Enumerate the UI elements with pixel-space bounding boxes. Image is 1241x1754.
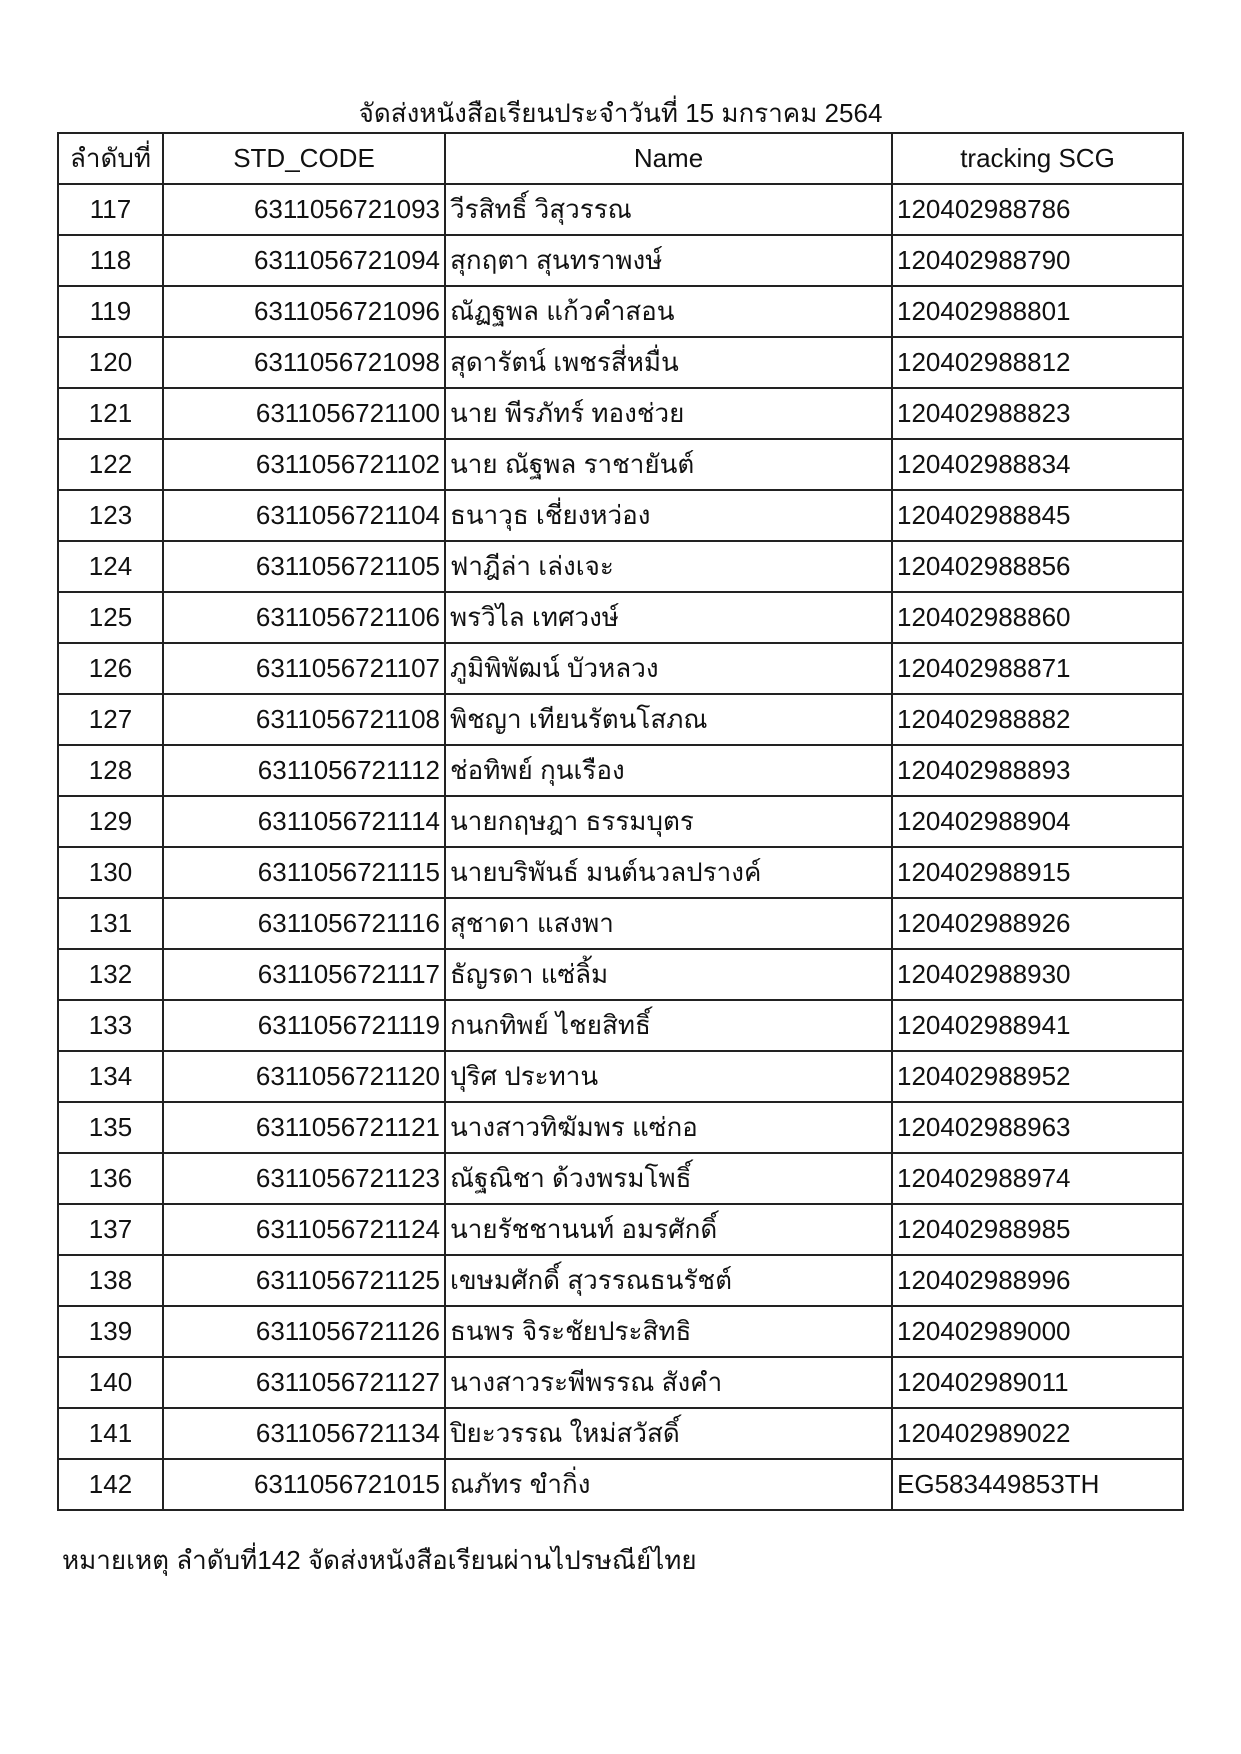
- cell-tracking: 120402988996: [892, 1255, 1183, 1306]
- cell-tracking: 120402988860: [892, 592, 1183, 643]
- cell-std-code: 6311056721114: [163, 796, 445, 847]
- cell-name: นายกฤษฎา ธรรมบุตร: [445, 796, 892, 847]
- table-row: [58, 1357, 1183, 1408]
- table-row: [58, 184, 1183, 235]
- cell-seq: 119: [58, 286, 163, 337]
- table-header-row: [58, 133, 1183, 184]
- table-row: [58, 388, 1183, 439]
- cell-std-code: 6311056721108: [163, 694, 445, 745]
- cell-seq: 141: [58, 1408, 163, 1459]
- cell-tracking: 120402988882: [892, 694, 1183, 745]
- cell-name: ธัญรดา แซ่ลิ้ม: [445, 949, 892, 1000]
- cell-std-code: 6311056721126: [163, 1306, 445, 1357]
- cell-tracking: 120402988845: [892, 490, 1183, 541]
- cell-name: นางสาวทิฆัมพร แซ่กอ: [445, 1102, 892, 1153]
- cell-std-code: 6311056721106: [163, 592, 445, 643]
- cell-std-code: 6311056721119: [163, 1000, 445, 1051]
- cell-seq: 124: [58, 541, 163, 592]
- cell-name: นายบริพันธ์ มนต์นวลปรางค์: [445, 847, 892, 898]
- cell-std-code: 6311056721120: [163, 1051, 445, 1102]
- cell-tracking: 120402988915: [892, 847, 1183, 898]
- cell-name: ธนาวุธ เชี่ยงหว่อง: [445, 490, 892, 541]
- cell-name: สุชาดา แสงพา: [445, 898, 892, 949]
- cell-seq: 132: [58, 949, 163, 1000]
- cell-tracking: 120402988893: [892, 745, 1183, 796]
- table-row: [58, 286, 1183, 337]
- cell-seq: 137: [58, 1204, 163, 1255]
- cell-tracking: 120402988963: [892, 1102, 1183, 1153]
- cell-tracking: 120402989022: [892, 1408, 1183, 1459]
- table-row: [58, 898, 1183, 949]
- cell-std-code: 6311056721112: [163, 745, 445, 796]
- cell-tracking: 120402988974: [892, 1153, 1183, 1204]
- cell-name: กนกทิพย์ ไชยสิทธิ์: [445, 1000, 892, 1051]
- header-seq: ลำดับที่: [58, 133, 163, 184]
- cell-name: ณภัทร ขำกิ่ง: [445, 1459, 892, 1510]
- cell-seq: 135: [58, 1102, 163, 1153]
- cell-name: ฟาฎีล่า เล่งเจะ: [445, 541, 892, 592]
- cell-name: ภูมิพิพัฒน์ บัวหลวง: [445, 643, 892, 694]
- cell-name: ปิยะวรรณ ใหม่สวัสดิ์: [445, 1408, 892, 1459]
- cell-seq: 138: [58, 1255, 163, 1306]
- table-row: [58, 1051, 1183, 1102]
- cell-tracking: 120402988812: [892, 337, 1183, 388]
- cell-tracking: 120402989011: [892, 1357, 1183, 1408]
- cell-tracking: EG583449853TH: [892, 1459, 1183, 1510]
- cell-seq: 134: [58, 1051, 163, 1102]
- cell-tracking: 120402988952: [892, 1051, 1183, 1102]
- cell-tracking: 120402988856: [892, 541, 1183, 592]
- table-row: [58, 694, 1183, 745]
- cell-tracking: 120402988834: [892, 439, 1183, 490]
- cell-seq: 122: [58, 439, 163, 490]
- cell-tracking: 120402989000: [892, 1306, 1183, 1357]
- cell-seq: 129: [58, 796, 163, 847]
- shipment-table: [57, 132, 1184, 1511]
- cell-name: พิชญา เทียนรัตนโสภณ: [445, 694, 892, 745]
- cell-seq: 133: [58, 1000, 163, 1051]
- cell-std-code: 6311056721015: [163, 1459, 445, 1510]
- cell-name: ช่อทิพย์ กุนเรือง: [445, 745, 892, 796]
- cell-tracking: 120402988926: [892, 898, 1183, 949]
- header-name: Name: [445, 133, 892, 184]
- cell-tracking: 120402988823: [892, 388, 1183, 439]
- cell-name: นาย ณัฐพล ราชายันต์: [445, 439, 892, 490]
- table-row: [58, 1153, 1183, 1204]
- cell-name: ปุริศ ประทาน: [445, 1051, 892, 1102]
- cell-seq: 127: [58, 694, 163, 745]
- table-row: [58, 796, 1183, 847]
- table-row: [58, 745, 1183, 796]
- cell-seq: 130: [58, 847, 163, 898]
- cell-seq: 128: [58, 745, 163, 796]
- table-row: [58, 1459, 1183, 1510]
- cell-name: ธนพร จิระชัยประสิทธิ: [445, 1306, 892, 1357]
- cell-std-code: 6311056721098: [163, 337, 445, 388]
- page-title: จัดส่งหนังสือเรียนประจำวันที่ 15 มกราคม 2564: [358, 98, 883, 128]
- cell-std-code: 6311056721134: [163, 1408, 445, 1459]
- cell-tracking: 120402988930: [892, 949, 1183, 1000]
- cell-seq: 126: [58, 643, 163, 694]
- cell-tracking: 120402988904: [892, 796, 1183, 847]
- cell-std-code: 6311056721107: [163, 643, 445, 694]
- header-std-code: STD_CODE: [163, 133, 445, 184]
- cell-seq: 125: [58, 592, 163, 643]
- table-row: [58, 490, 1183, 541]
- cell-std-code: 6311056721121: [163, 1102, 445, 1153]
- table-row: [58, 1000, 1183, 1051]
- table-row: [58, 1408, 1183, 1459]
- cell-tracking: 120402988786: [892, 184, 1183, 235]
- cell-std-code: 6311056721125: [163, 1255, 445, 1306]
- cell-tracking: 120402988790: [892, 235, 1183, 286]
- table-row: [58, 541, 1183, 592]
- cell-seq: 136: [58, 1153, 163, 1204]
- cell-name: พรวิไล เทศวงษ์: [445, 592, 892, 643]
- cell-std-code: 6311056721127: [163, 1357, 445, 1408]
- cell-std-code: 6311056721105: [163, 541, 445, 592]
- cell-seq: 118: [58, 235, 163, 286]
- cell-seq: 140: [58, 1357, 163, 1408]
- cell-std-code: 6311056721124: [163, 1204, 445, 1255]
- header-tracking: tracking SCG: [892, 133, 1183, 184]
- cell-seq: 121: [58, 388, 163, 439]
- table-row: [58, 592, 1183, 643]
- cell-tracking: 120402988801: [892, 286, 1183, 337]
- cell-name: นายรัชชานนท์ อมรศักดิ์: [445, 1204, 892, 1255]
- cell-seq: 123: [58, 490, 163, 541]
- cell-std-code: 6311056721123: [163, 1153, 445, 1204]
- cell-name: นางสาวระพีพรรณ สังคำ: [445, 1357, 892, 1408]
- cell-name: ณัฏฐพล แก้วคำสอน: [445, 286, 892, 337]
- table-row: [58, 847, 1183, 898]
- cell-seq: 131: [58, 898, 163, 949]
- table-row: [58, 235, 1183, 286]
- cell-std-code: 6311056721096: [163, 286, 445, 337]
- cell-tracking: 120402988985: [892, 1204, 1183, 1255]
- cell-tracking: 120402988871: [892, 643, 1183, 694]
- table-row: [58, 1102, 1183, 1153]
- cell-seq: 117: [58, 184, 163, 235]
- table-row: [58, 337, 1183, 388]
- cell-name: ณัฐณิชา ด้วงพรมโพธิ์: [445, 1153, 892, 1204]
- cell-name: สุกฤตา สุนทราพงษ์: [445, 235, 892, 286]
- cell-seq: 139: [58, 1306, 163, 1357]
- table-row: [58, 949, 1183, 1000]
- table-row: [58, 1306, 1183, 1357]
- footnote: หมายเหตุ ลำดับที่142 จัดส่งหนังสือเรียนผ่านไปรษณีย์ไทย: [62, 1545, 697, 1575]
- cell-name: สุดารัตน์ เพชรสี่หมื่น: [445, 337, 892, 388]
- cell-std-code: 6311056721116: [163, 898, 445, 949]
- table-row: [58, 439, 1183, 490]
- cell-std-code: 6311056721117: [163, 949, 445, 1000]
- table-row: [58, 1204, 1183, 1255]
- cell-std-code: 6311056721100: [163, 388, 445, 439]
- cell-tracking: 120402988941: [892, 1000, 1183, 1051]
- cell-std-code: 6311056721102: [163, 439, 445, 490]
- cell-std-code: 6311056721093: [163, 184, 445, 235]
- cell-name: นาย พีรภัทร์ ทองช่วย: [445, 388, 892, 439]
- cell-std-code: 6311056721115: [163, 847, 445, 898]
- cell-name: เขษมศักดิ์ สุวรรณธนรัชต์: [445, 1255, 892, 1306]
- cell-name: วีรสิทธิ์ วิสุวรรณ: [445, 184, 892, 235]
- table-row: [58, 1255, 1183, 1306]
- table-row: [58, 643, 1183, 694]
- cell-seq: 120: [58, 337, 163, 388]
- cell-std-code: 6311056721104: [163, 490, 445, 541]
- cell-std-code: 6311056721094: [163, 235, 445, 286]
- cell-seq: 142: [58, 1459, 163, 1510]
